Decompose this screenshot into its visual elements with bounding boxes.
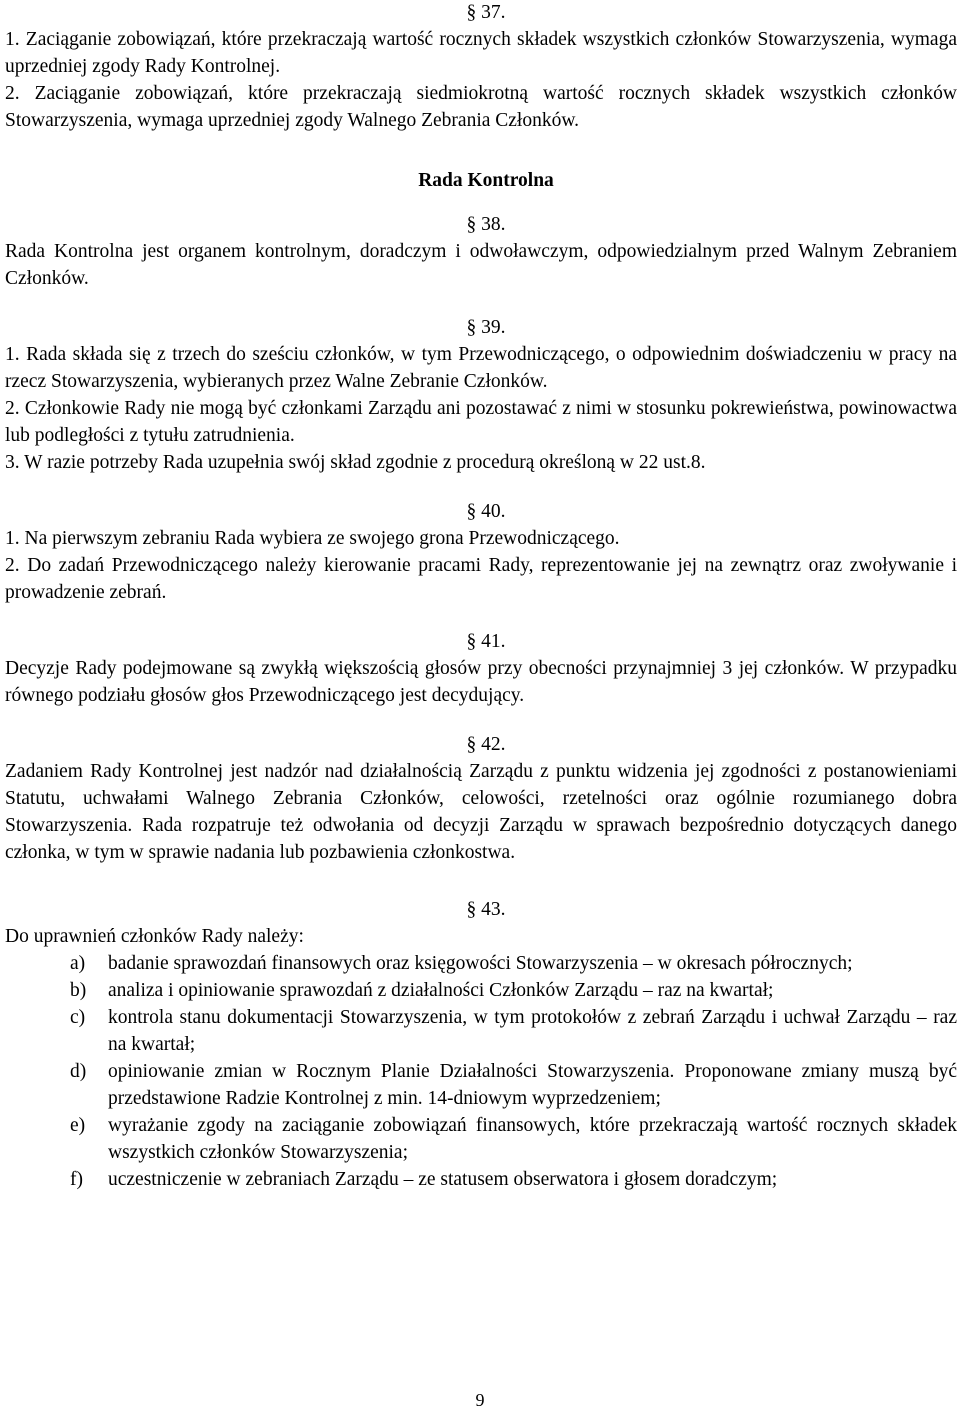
paragraph-heading-38: § 38. xyxy=(466,214,506,235)
list-marker: b) xyxy=(70,980,87,1001)
paragraph-heading-41: § 41. xyxy=(466,631,506,652)
list-marker: f) xyxy=(70,1169,83,1190)
list-item-text: kontrola stanu dokumentacji Stowarzyszenia, w tym protokołów z zebrań Zarządu i uchwał Zarządu – raz na kwartał; xyxy=(108,1007,957,1055)
list-item xyxy=(5,1058,957,1112)
list-item xyxy=(5,1112,957,1166)
p39-item-2: 2. Członkowie Rady nie mogą być członkami Zarządu ani pozostawać z nimi w stosunku pokrewieństwa, powinowactwa lub podległości z tytułu zatrudnienia. xyxy=(5,398,957,446)
list-marker: e) xyxy=(70,1115,86,1136)
page-number: 9 xyxy=(475,1390,485,1410)
list-item xyxy=(5,977,957,1004)
list-item xyxy=(5,1004,957,1058)
paragraph-heading-43: § 43. xyxy=(466,899,506,920)
list-marker: a) xyxy=(70,953,86,974)
section-title: Rada Kontrolna xyxy=(418,170,554,191)
p42-text: Zadaniem Rady Kontrolnej jest nadzór nad działalnością Zarządu z punktu widzenia jej zgodności z postanowieniami Statutu, uchwałami Walnego Zebrania Członków, celowości, rzetelności oraz ogólnie rozumianego dobra Stowarzyszenia. Rada rozpatruje też odwołania od decyzji Zarządu w sprawach bezpośrednio dotyczących danego członka, w tym w sprawie nadania lub pozbawienia członkostwa. xyxy=(5,761,957,863)
p43-list xyxy=(5,950,957,1193)
p38-text: Rada Kontrolna jest organem kontrolnym, doradczym i odwoławczym, odpowiedzialnym przed Walnym Zebraniem Członków. xyxy=(5,241,957,289)
p40-item-1: 1. Na pierwszym zebraniu Rada wybiera ze swojego grona Przewodniczącego. xyxy=(5,528,620,549)
p41-text: Decyzje Rady podejmowane są zwykłą większością głosów przy obecności przynajmniej 3 jej członków. W przypadku równego podziału głosów głos Przewodniczącego jest decydujący. xyxy=(5,658,957,706)
paragraph-heading-40: § 40. xyxy=(466,501,506,522)
p40-item-2: 2. Do zadań Przewodniczącego należy kierowanie pracami Rady, reprezentowanie jej na zewnątrz oraz zwoływanie i prowadzenie zebrań. xyxy=(5,555,957,603)
list-item-text: opiniowanie zmian w Rocznym Planie Działalności Stowarzyszenia. Proponowane zmiany muszą być przedstawione Radzie Kontrolnej z min. 14-dniowym wyprzedzeniem; xyxy=(108,1061,957,1109)
list-marker: c) xyxy=(70,1007,86,1028)
page-content xyxy=(5,0,957,1193)
paragraph-heading-39: § 39. xyxy=(466,317,506,338)
p37-item-1: 1. Zaciąganie zobowiązań, które przekraczają wartość rocznych składek wszystkich członków Stowarzyszenia, wymaga uprzedniej zgody Rady Kontrolnej. xyxy=(5,29,957,77)
list-marker: d) xyxy=(70,1061,87,1082)
list-item xyxy=(5,1166,957,1193)
p43-intro: Do uprawnień członków Rady należy: xyxy=(5,926,304,947)
list-item-text: wyrażanie zgody na zaciąganie zobowiązań finansowych, które przekraczają wartość rocznych składek wszystkich członków Stowarzyszenia; xyxy=(108,1115,957,1163)
p39-item-1: 1. Rada składa się z trzech do sześciu członków, w tym Przewodniczącego, o odpowiednim doświadczeniu w pracy na rzecz Stowarzyszenia, wybieranych przez Walne Zebranie Członków. xyxy=(5,344,957,392)
paragraph-heading-37: § 37. xyxy=(466,2,506,23)
list-item-text: badanie sprawozdań finansowych oraz księgowości Stowarzyszenia – w okresach półrocznych; xyxy=(108,953,853,974)
p37-item-2: 2. Zaciąganie zobowiązań, które przekraczają siedmiokrotną wartość rocznych składek wszystkich członków Stowarzyszenia, wymaga uprzedniej zgody Walnego Zebrania Członków. xyxy=(5,83,957,131)
list-item xyxy=(5,950,957,977)
list-item-text: analiza i opiniowanie sprawozdań z działalności Członków Zarządu – raz na kwartał; xyxy=(108,980,774,1001)
paragraph-heading-42: § 42. xyxy=(466,734,506,755)
p39-item-3: 3. W razie potrzeby Rada uzupełnia swój skład zgodnie z procedurą określoną w 22 ust.8. xyxy=(5,452,706,473)
list-item-text: uczestniczenie w zebraniach Zarządu – ze statusem obserwatora i głosem doradczym; xyxy=(108,1169,778,1190)
